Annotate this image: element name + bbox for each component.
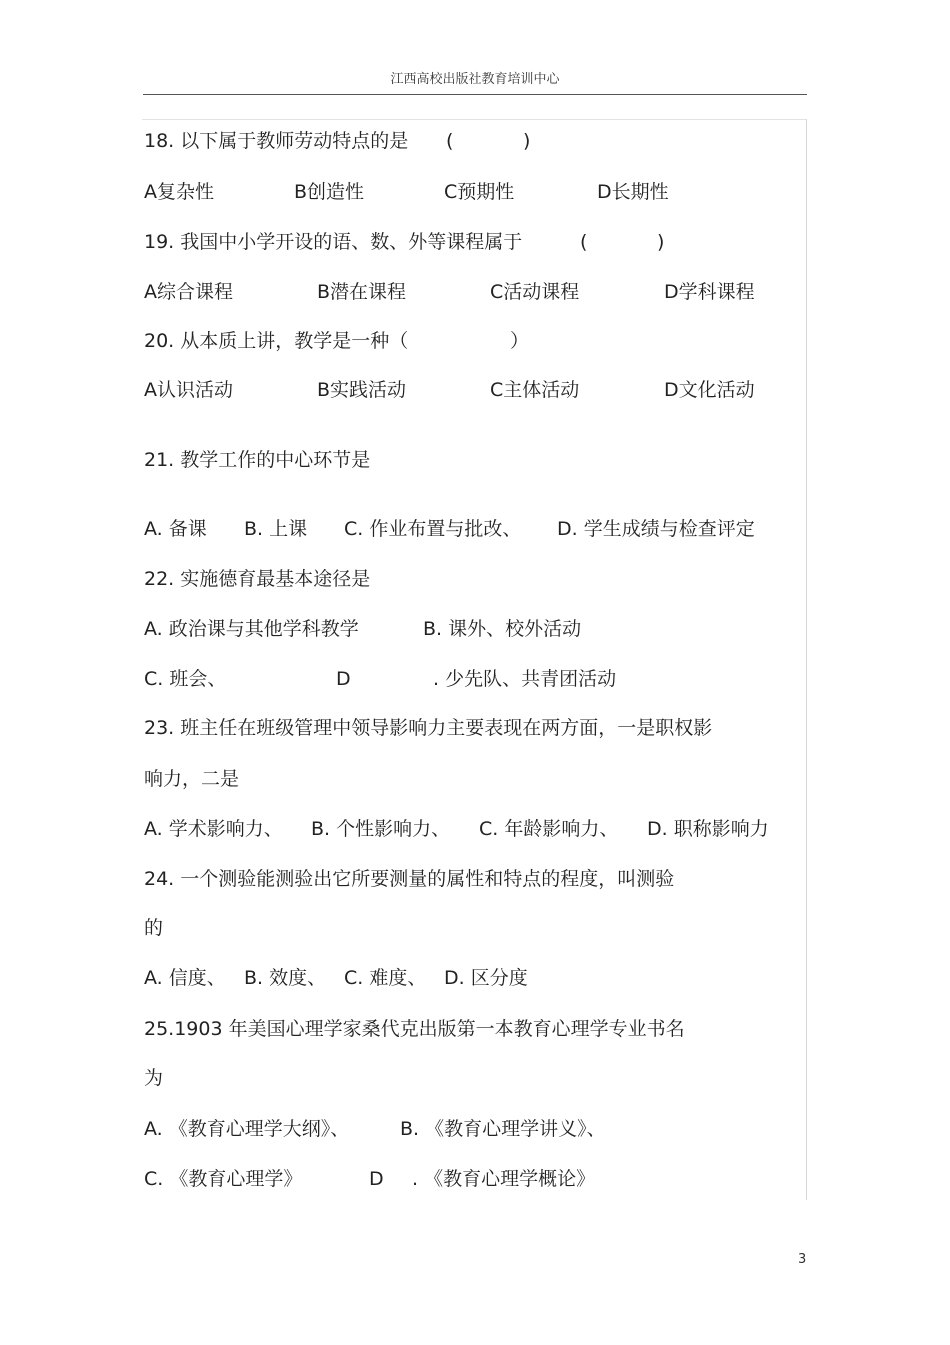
header-rule: [143, 94, 807, 95]
paren-open: (: [580, 231, 588, 253]
option-c: C主体活动: [490, 379, 580, 401]
option-b: B. 个性影响力、: [311, 818, 451, 840]
option-a: A. 学术影响力、: [144, 818, 283, 840]
option-d-letter: D: [336, 668, 351, 690]
question-stem-cont: 响力，二是: [144, 768, 240, 790]
page-header: 江西高校出版社教育培训中心: [390, 72, 560, 87]
question-stem-cont: 为: [144, 1067, 164, 1089]
option-d: D. 区分度: [444, 967, 528, 989]
option-c: C. 《教育心理学》: [144, 1168, 303, 1190]
option-d-text: . 《教育心理学概论》: [412, 1168, 596, 1190]
option-a: A. 信度、: [144, 967, 226, 989]
option-b: B创造性: [294, 181, 365, 203]
option-a: A综合课程: [144, 281, 233, 303]
option-c: C. 班会、: [144, 668, 227, 690]
option-b: B实践活动: [317, 379, 407, 401]
option-b: B. 课外、校外活动: [423, 618, 582, 640]
option-b: B. 《教育心理学讲义》、: [400, 1118, 606, 1140]
option-d-letter: D: [369, 1168, 384, 1190]
option-a: A. 《教育心理学大纲》、: [144, 1118, 350, 1140]
question-stem: 23. 班主任在班级管理中领导影响力主要表现在两方面，一是职权影: [144, 717, 713, 739]
question-stem: 21. 教学工作的中心环节是: [144, 449, 371, 471]
page-number: 3: [798, 1252, 807, 1267]
paren-close: ): [657, 231, 665, 253]
option-b: B. 上课: [244, 518, 308, 540]
option-a: A复杂性: [144, 181, 214, 203]
option-a: A. 备课: [144, 518, 207, 540]
option-d: D学科课程: [664, 281, 755, 303]
option-c: C. 年龄影响力、: [479, 818, 619, 840]
question-stem: 18. 以下属于教师劳动特点的是: [144, 130, 409, 152]
option-c: C. 难度、: [344, 967, 427, 989]
option-c: C预期性: [444, 181, 515, 203]
option-d: D. 学生成绩与检查评定: [557, 518, 755, 540]
question-stem: 22. 实施德育最基本途径是: [144, 568, 371, 590]
paren-close: ）: [510, 330, 530, 352]
option-d: D文化活动: [664, 379, 755, 401]
option-c: C活动课程: [490, 281, 580, 303]
option-b: B. 效度、: [244, 967, 327, 989]
option-d: D长期性: [597, 181, 669, 203]
option-c: C. 作业布置与批改、: [344, 518, 522, 540]
option-a: A. 政治课与其他学科教学: [144, 618, 359, 640]
question-stem: 20. 从本质上讲，教学是一种（: [144, 330, 409, 352]
option-d-text: . 少先队、共青团活动: [433, 668, 617, 690]
option-d: D. 职称影响力: [647, 818, 769, 840]
option-b: B潜在课程: [317, 281, 407, 303]
question-stem: 19. 我国中小学开设的语、数、外等课程属于: [144, 231, 523, 253]
option-a: A认识活动: [144, 379, 233, 401]
paren-close: ): [523, 130, 531, 152]
question-stem: 25.1903 年美国心理学家桑代克出版第一本教育心理学专业书名: [144, 1018, 685, 1040]
paren-open: (: [446, 130, 454, 152]
question-stem-cont: 的: [144, 917, 164, 939]
question-stem: 24. 一个测验能测验出它所要测量的属性和特点的程度，叫测验: [144, 868, 675, 890]
